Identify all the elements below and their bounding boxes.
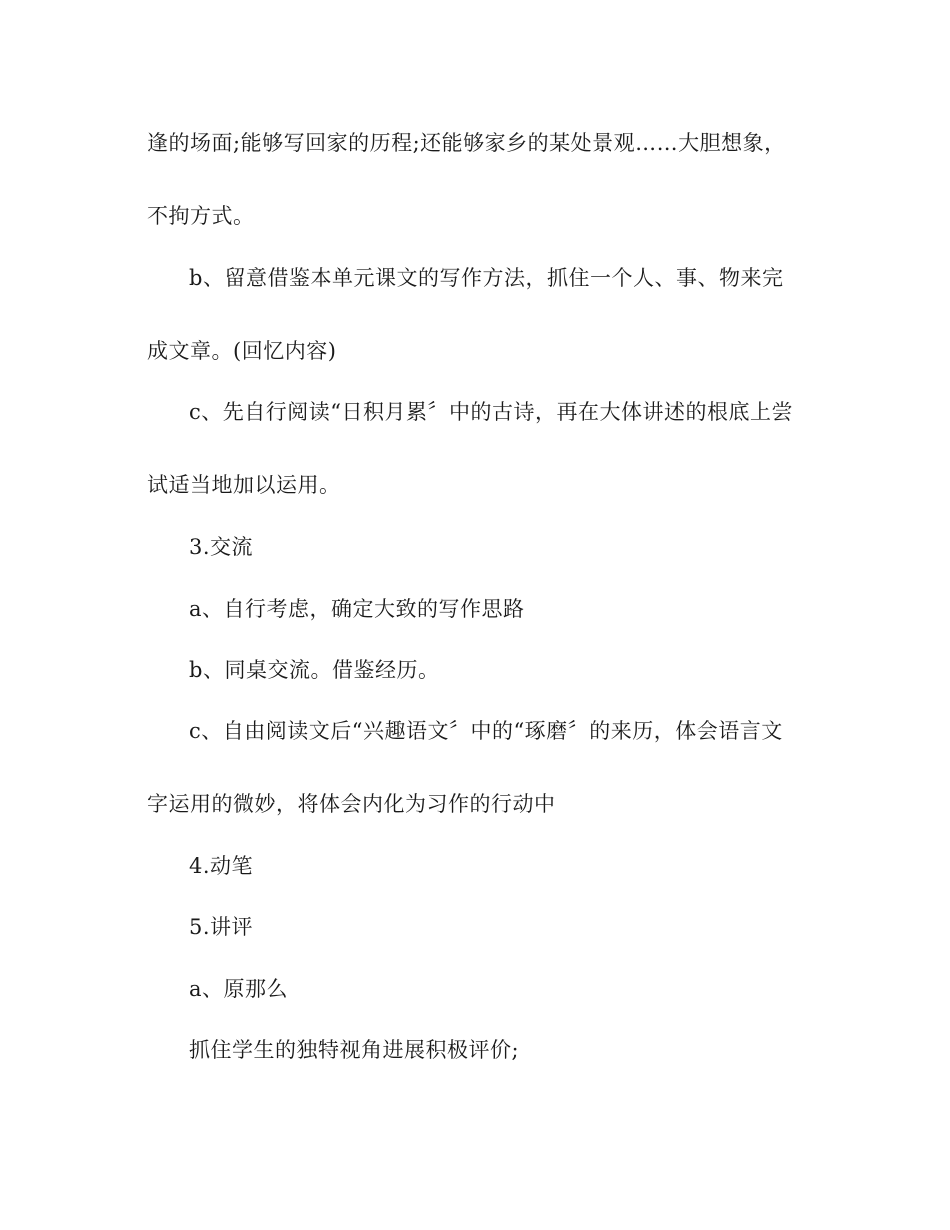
text-line-continuation: 不拘方式。	[147, 204, 255, 228]
text-line-item-c: c、自由阅读文后“兴趣语文〞中的“琢磨〞的来历，体会语言文	[189, 719, 783, 743]
text-line-continuation: 成文章。(回忆内容)	[147, 339, 337, 363]
text-line-item-c: c、先自行阅读“日积月累〞中的古诗，再在大体讲述的根底上尝	[189, 400, 793, 424]
text-line-item-b: b、同桌交流。借鉴经历。	[189, 658, 440, 682]
text-line-paragraph: 抓住学生的独特视角进展积极评价;	[189, 1038, 520, 1062]
text-line-item-a: a、原那么	[189, 977, 289, 1001]
section-heading-exchange: 3.交流	[189, 535, 254, 559]
section-heading-writing: 4.动笔	[189, 854, 254, 878]
section-heading-review: 5.讲评	[189, 915, 254, 939]
text-line-item-a: a、自行考虑，确定大致的写作思路	[189, 597, 525, 621]
text-line-continuation: 试适当地加以运用。	[147, 473, 341, 497]
text-line-continuation: 字运用的微妙，将体会内化为习作的行动中	[147, 792, 556, 816]
text-line-item-b: b、留意借鉴本单元课文的写作方法，抓住一个人、事、物来完	[189, 266, 784, 290]
text-line-continuation: 逢的场面;能够写回家的历程;还能够家乡的某处景观……大胆想象，	[147, 131, 786, 155]
